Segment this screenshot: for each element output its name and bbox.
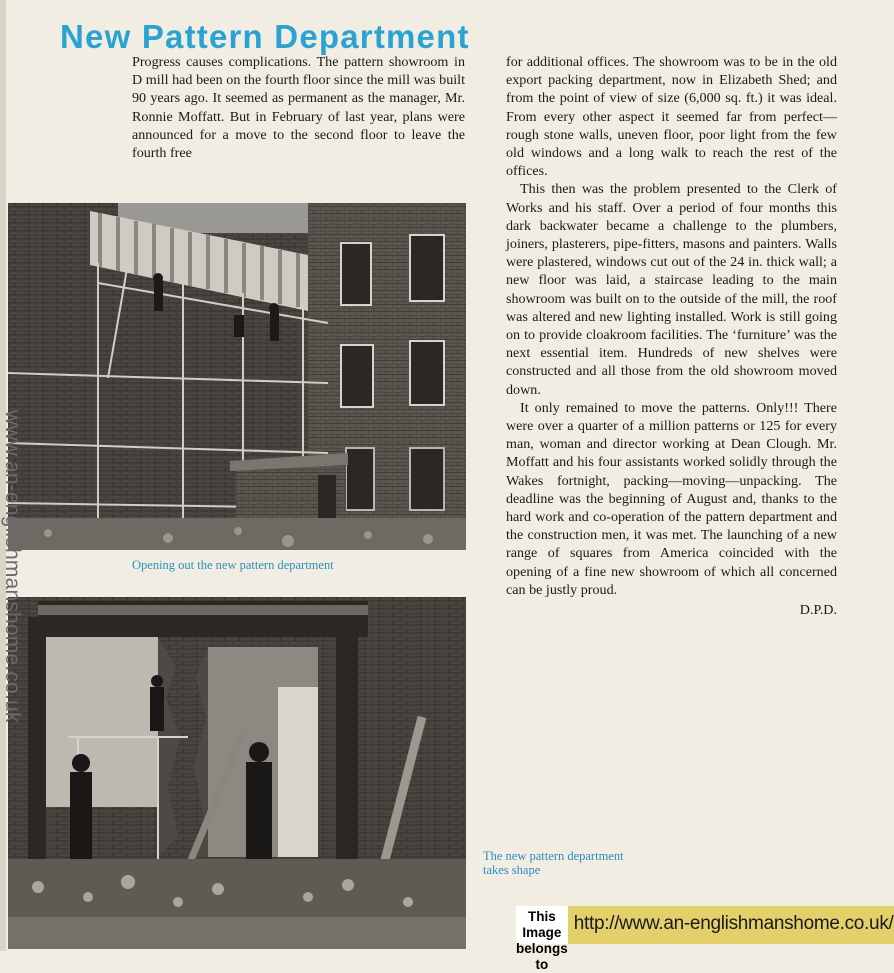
article-paragraph: This then was the problem presented to the Clerk of Works and his staff. Over a period of four months this dark backwater became a challenge to the plumbers, joiners, plasterers, pipe-fitters, masons and painters. Walls were plastered, windows cut out of the 24 in. thick wall; a new floor was laid, a staircase leading to the main showroom was built on to the outside of the mill, the roof was altered and new lighting installed. Work is still going on to provide cloakroom facilities. The ‘furniture’ was the next essential item. Hundreds of new shelves were constructed and all those from the old showroom moved down. (506, 181, 837, 398)
photo-caption-bottom: The new pattern department takes shape (483, 849, 624, 877)
side-watermark (2, 410, 32, 770)
article-paragraph: Progress causes complications. The pattern showroom in D mill had been on the fourth floor since the mill was built 90 years ago. It seemed as permanent as the manager, Mr. Ronnie Moffatt. But in February of last year, plans were announced for a move to the second floor to leave the fourth free (132, 54, 465, 162)
article-paragraph: It only remained to move the patterns. Only!!! There were over a quarter of a million patterns or 125 for every man, woman and director working at Dean Clough. Mr. Moffatt and his four assistants worked solidly through the Wakes fortnight, packing—moving—unpacking. The deadline was the beginning of August and, thanks to the hard work and co-operation of the pattern department and the construction men, it was met. The launching of a new range of squares from America coincided with the opening of a fine new showroom of which all concerned can be justly proud. (506, 399, 837, 598)
article-column-left (132, 53, 465, 162)
article-column-right (506, 53, 837, 619)
photo-caption-top: Opening out the new pattern department (132, 558, 334, 572)
side-watermark-text: www.an-englishmanshome.co.uk (1, 410, 24, 723)
ownership-stamp (516, 906, 894, 972)
photo-interior-construction (8, 597, 466, 949)
page-title: New Pattern Department (60, 18, 470, 56)
author-signature: D.P.D. (799, 602, 837, 619)
article-paragraph: for additional offices. The showroom was to be in the old export packing department, now in Elizabeth Shed; and from the point of view of size (6,000 sq. ft.) it was ideal. From every other aspect it seemed far from perfect—rough stone walls, uneven floor, poor light from the few old windows and a long walk to reach the rest of the offices. (506, 54, 837, 180)
stamp-url: http://www.an-englishmanshome.co.uk/ (568, 906, 894, 944)
stamp-label: This Image belongs to (516, 906, 568, 944)
photo-building-scaffolding (8, 203, 466, 550)
